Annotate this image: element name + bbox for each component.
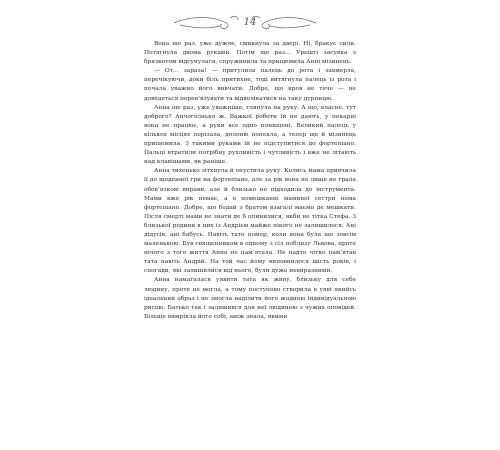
paragraph: Анна тихенько зітхнула й опустила руку. Колись мама привчила її до щоденної гри на фортепіано, але за рік вона не лише не грала обов’язкові вправи, але й близько не підходила до інструмента. Мами вже рік немає, а в помешканні маминої сестри нема фортепіано. Добре, що бодай з братом взагалі маємо де мешкати. Після смерті мами не знати де б опинилися, якби не тітка Стефа. З близької родини в них із Андрієм майже нікого не залишилося. Ані дідусів, ані бабусь. Навіть тато помер, коли вона була ще зовсім маленькою. Був священником в одному з сіл поблизу Львова, проте нічого з того життя Анна не пам’ятала. Не надто чітко пам’ятав тата навіть Андрій. На той час йому виповнилося шість років, і спогади, які залишилися від нього, були дуже невиразними. xyxy=(144,168,356,275)
page-number: 14 xyxy=(243,17,257,28)
paragraph: Вона ще раз, уже дужче, смикнула за двері. Ні, бракує сили. Потягнула двома руками. Потім ще раз... Урешті засувка з брязкотом відсунулася, спружинила та прищемила Анні мізинець. xyxy=(144,41,356,66)
body-text xyxy=(144,40,356,322)
paragraph: Анна ще раз, уже уважніше, глянула на руку. А що, власне, тут доброго? Анчогісінько ж. Важкої роботи їй не дають, у пекарні вона не працює, а руки все одно понищені. Великий палець у кількох місцях порізала, долоню попекла, а тепер ще й мізинець прищемила. З такими руками їй не підступитися до фортепіано. Пальці втратили потрібну рухливість і чутливість і вже не літають над клавішами, як раніше. xyxy=(144,104,356,166)
paragraph: Анна намагалася уявити тата як живу, близьку для себе людину, проте не могла, а тому поступово створила в уяві якийсь ідеальний образ і не змогла наділити його жодною індивідуальною рисою. Батько так і залишився для неї людиною з чужих оповідей. Більше вимріяла його собі, аніж знала, якими xyxy=(144,277,356,320)
paragraph: — От... зараза! — притулила палець до рота і завмерла, перечікуючи, доки біль притихне, тоді витягнула палець із рота і почала уважно його вивчати. Добре, що кров не тече — не доведеться перев’язувати та відволікатися на таку дурницю. xyxy=(144,68,356,102)
